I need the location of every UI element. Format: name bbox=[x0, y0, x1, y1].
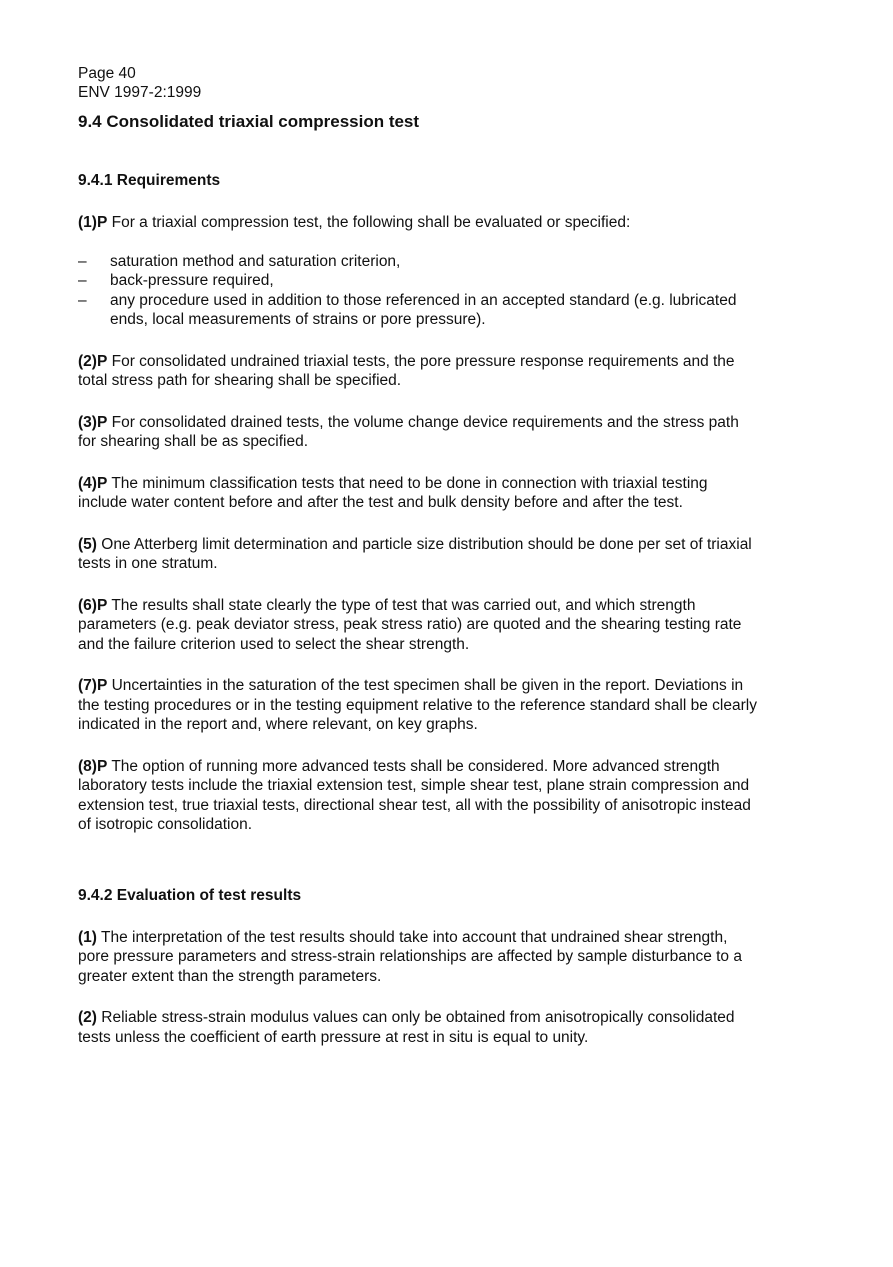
page-number: Page 40 bbox=[78, 65, 136, 82]
document-page bbox=[78, 64, 758, 1047]
clause-text: For consolidated drained tests, the volume change device requirements and the stress path for shearing shall be as specified. bbox=[78, 413, 739, 450]
clause-text: The interpretation of the test results should take into account that undrained shear strength, pore pressure parameters and stress-strain relationships are affected by sample disturbance to a greater extent than the strength parameters. bbox=[78, 928, 742, 985]
clause-label: (8)P bbox=[78, 757, 108, 775]
clause-4p bbox=[78, 474, 758, 513]
clause-label: (1)P bbox=[78, 214, 108, 231]
clause-label: (2) bbox=[78, 1009, 97, 1026]
requirements-list bbox=[78, 252, 758, 330]
subsection-title-evaluation: 9.4.2 Evaluation of test results bbox=[78, 886, 302, 904]
clause-text: Reliable stress-strain modulus values can only be obtained from anisotropically consolidated tests unless the coefficient of earth pressure at rest in situ is equal to unity. bbox=[78, 1009, 735, 1046]
clause-text: The minimum classification tests that need to be done in connection with triaxial testing include water content before and after the test and bulk density before and after the test. bbox=[78, 474, 708, 511]
clause-1p bbox=[78, 213, 758, 233]
clause-text: For a triaxial compression test, the following shall be evaluated or specified: bbox=[107, 214, 631, 231]
list-item: – saturation method and saturation criterion, bbox=[78, 252, 758, 272]
clause-7p bbox=[78, 676, 758, 735]
evaluation-clause-2 bbox=[78, 1008, 758, 1047]
clause-label: (1) bbox=[78, 928, 97, 946]
list-item: – any procedure used in addition to those referenced in an accepted standard (e.g. lubricated ends, local measurements of strains or pore pressure). bbox=[78, 291, 758, 330]
clause-label: (2)P bbox=[78, 352, 108, 370]
clause-5 bbox=[78, 535, 758, 574]
evaluation-clause-1 bbox=[78, 928, 758, 987]
clause-8p bbox=[78, 757, 758, 835]
subsection-title-requirements: 9.4.1 Requirements bbox=[78, 172, 221, 189]
clause-text: Uncertainties in the saturation of the test specimen shall be given in the report. Deviations in the testing procedures or in the testing equipment relative to the reference standard shall be clearly indicated in the report and, where relevant, on key graphs. bbox=[78, 677, 757, 733]
clause-3p bbox=[78, 413, 758, 452]
standard-code: ENV 1997-2:1999 bbox=[78, 84, 202, 101]
clause-text: The option of running more advanced tests shall be considered. More advanced strength laboratory tests include the triaxial extension test, simple shear test, plane strain compression and extension test, true triaxial tests, directional shear test, all with the possibility of anisotropic instead of isotropic consolidation. bbox=[78, 757, 751, 833]
clause-6p bbox=[78, 596, 758, 655]
clause-label: (5) bbox=[78, 535, 97, 553]
list-item: – back-pressure required, bbox=[78, 271, 758, 291]
clause-label: (6)P bbox=[78, 596, 108, 614]
clause-label: (3)P bbox=[78, 413, 108, 431]
clause-label: (4)P bbox=[78, 474, 108, 492]
section-title: 9.4 Consolidated triaxial compression test bbox=[78, 112, 420, 131]
clause-label: (7)P bbox=[78, 677, 108, 694]
clause-text: The results shall state clearly the type of test that was carried out, and which strength parameters (e.g. peak deviator stress, peak stress ratio) are quoted and the shearing testing rate and the failure criterion used to select the shear strength. bbox=[78, 596, 742, 653]
clause-text: One Atterberg limit determination and particle size distribution should be done per set of triaxial tests in one stratum. bbox=[78, 535, 752, 572]
clause-text: For consolidated undrained triaxial tests, the pore pressure response requirements and the total stress path for shearing shall be specified. bbox=[78, 352, 735, 389]
clause-2p bbox=[78, 352, 758, 391]
